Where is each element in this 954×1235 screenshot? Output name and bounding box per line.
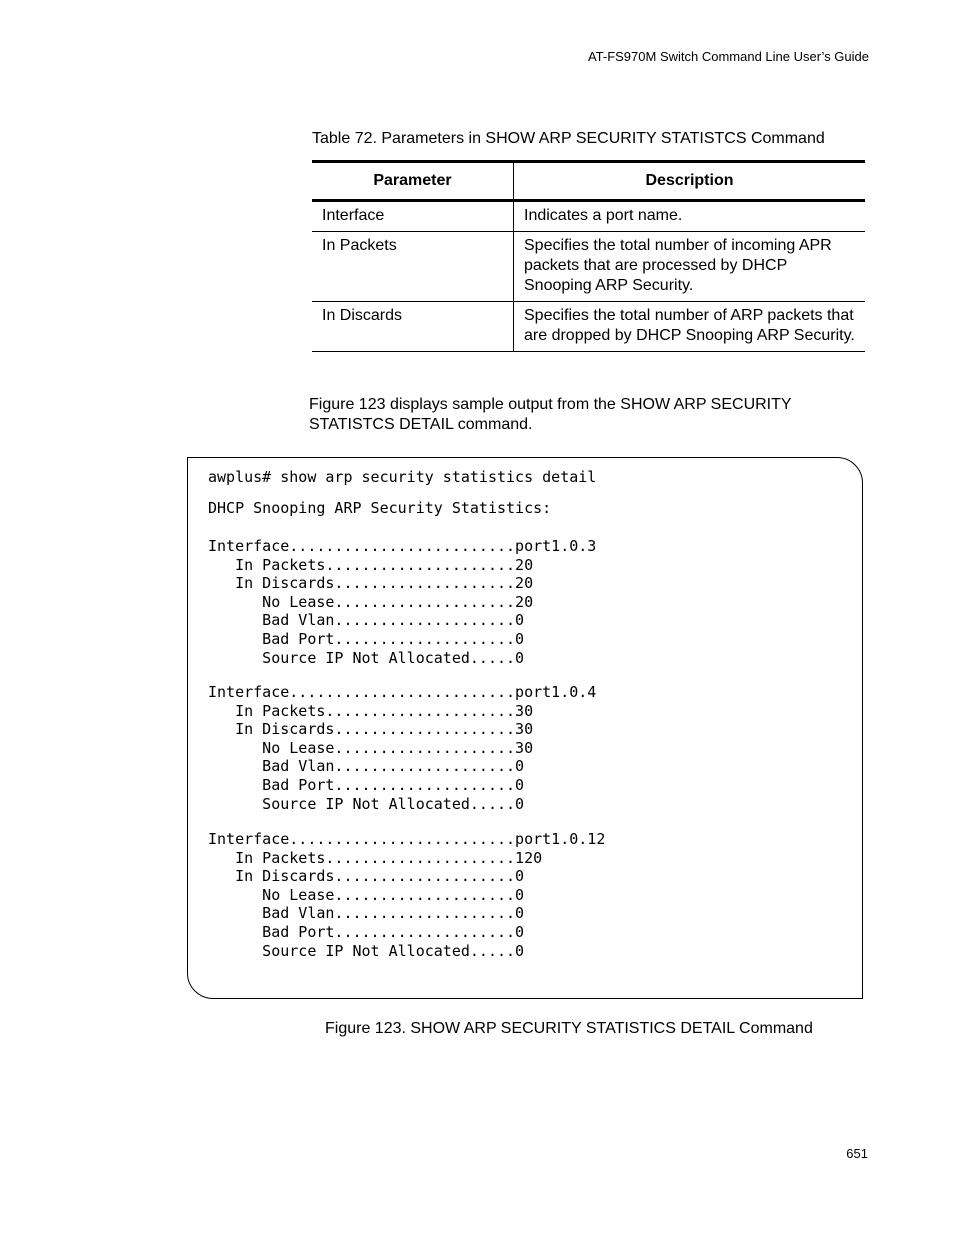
figure-intro-paragraph: Figure 123 displays sample output from the SHOW ARP SECURITY STATISTCS DETAIL command.	[309, 396, 792, 433]
table-row	[312, 232, 865, 302]
code-line: Source IP Not Allocated.....0	[208, 648, 525, 667]
column-header-parameter: Parameter	[312, 162, 514, 201]
parameter-cell: In Packets	[312, 232, 514, 302]
table-caption: Table 72. Parameters in SHOW ARP SECURITY STATISTCS Command	[312, 130, 825, 147]
table-row	[312, 201, 865, 232]
description-cell: Specifies the total number of ARP packets that are dropped by DHCP Snooping ARP Security.	[514, 302, 866, 352]
figure-caption: Figure 123. SHOW ARP SECURITY STATISTICS DETAIL Command	[325, 1020, 813, 1037]
parameter-cell: Interface	[312, 201, 514, 232]
code-line: In Packets.....................30	[208, 701, 534, 720]
code-line: In Packets.....................120	[208, 848, 543, 867]
table-header-row	[312, 162, 865, 201]
code-line: Bad Port....................0	[208, 776, 525, 794]
code-line: In Packets.....................20	[208, 555, 534, 574]
code-line: No Lease....................0	[208, 885, 525, 904]
page-number: 651	[846, 1146, 868, 1161]
code-line: Bad Vlan....................0	[208, 904, 525, 923]
code-line: Interface.........................port1.0.4	[208, 683, 597, 701]
parameter-cell: In Discards	[312, 302, 514, 352]
code-line: Interface.........................port1.0.3	[208, 537, 597, 555]
description-cell: Specifies the total number of incoming APR packets that are processed by DHCP Snooping ARP Security.	[514, 232, 866, 302]
code-line: awplus# show arp security statistics detail	[208, 468, 597, 486]
code-line: No Lease....................30	[208, 738, 534, 757]
table-row	[312, 302, 865, 352]
code-line: No Lease....................20	[208, 592, 534, 611]
code-line: Bad Port....................0	[208, 630, 525, 648]
code-line: In Discards....................0	[208, 867, 525, 886]
code-line: Bad Vlan....................0	[208, 757, 525, 776]
description-cell: Indicates a port name.	[514, 201, 866, 232]
code-line: In Discards....................20	[208, 574, 534, 593]
parameters-table	[312, 160, 865, 352]
code-line: Source IP Not Allocated.....0	[208, 941, 525, 960]
code-line: Bad Port....................0	[208, 923, 525, 941]
code-line: Interface.........................port1.0.12	[208, 830, 606, 848]
cli-output-box	[187, 457, 863, 999]
running-header: AT-FS970M Switch Command Line User’s Guide	[587, 49, 869, 64]
code-line: Bad Vlan....................0	[208, 611, 525, 630]
code-line: In Discards....................30	[208, 720, 534, 739]
code-line: Source IP Not Allocated.....0	[208, 794, 525, 813]
code-line: DHCP Snooping ARP Security Statistics:	[208, 499, 552, 517]
column-header-description: Description	[514, 162, 866, 201]
